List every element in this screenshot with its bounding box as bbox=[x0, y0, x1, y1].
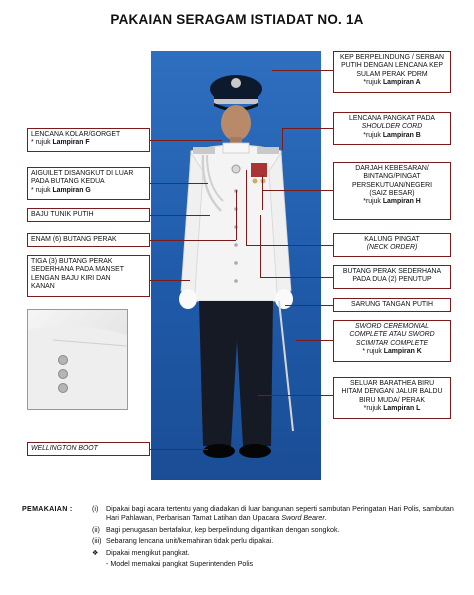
label-kalung-line1: KALUNG PINGAT bbox=[364, 236, 420, 243]
item-i-text: Dipakai bagi acara tertentu yang diadakan di luar bangunan seperti sambutan Peringatan Hari Polis, sambutan Hari Pahlawan, Perbarisan Tamat Latihan dan Upacara bbox=[106, 505, 454, 523]
item-number: (iii) bbox=[92, 537, 102, 546]
label-pangkat-line2: SHOULDER CORD bbox=[361, 123, 423, 131]
ref-prefix: * rujuk bbox=[31, 186, 53, 194]
label-sword-line1: SWORD CEREMONIAL bbox=[355, 323, 429, 330]
label-seluar bbox=[333, 377, 451, 419]
label-butang-line1: BUTANG PERAK SEDERHANA bbox=[342, 268, 442, 275]
item-text: Bagi penugasan bertafakur, kep berpelindung digantikan dengan songkok. bbox=[106, 525, 340, 534]
label-sword-line2: COMPLETE ATAU SWORD bbox=[349, 331, 435, 339]
label-wellington-boot-text: WELLINGTON BOOT bbox=[31, 445, 98, 452]
label-aiguilet-line1: AIGUILET DISANGKUT DI LUAR bbox=[31, 170, 134, 177]
label-lencana-pangkat bbox=[333, 112, 451, 145]
label-kalung-line2: (NECK ORDER) bbox=[366, 244, 418, 252]
cuff-button-inset bbox=[27, 309, 128, 410]
label-lencana-kolar bbox=[27, 128, 150, 152]
ref-lampiran-b: Lampiran B bbox=[382, 131, 421, 139]
ref-lampiran-g: Lampiran G bbox=[52, 186, 91, 194]
item-number: (i) bbox=[92, 505, 99, 513]
ref-lampiran-a: Lampiran A bbox=[382, 78, 421, 86]
label-tiga-line2: SEDERHANA PADA MANSET bbox=[31, 266, 124, 274]
label-lencana-kolar-text: LENCANA KOLAR/GORGET bbox=[31, 131, 121, 138]
connector-tiga bbox=[150, 280, 190, 281]
label-darjah-line4: (SAIZ BESAR) bbox=[369, 189, 415, 197]
label-butang-line2: PADA DUA (2) PENUTUP bbox=[352, 276, 432, 284]
connector-darjah-vert bbox=[262, 175, 263, 210]
label-baju-tunik-text: BAJU TUNIK PUTIH bbox=[31, 211, 94, 218]
label-enam-butang-text: ENAM (6) BUTANG PERAK bbox=[31, 236, 117, 243]
label-sword-ref bbox=[337, 348, 447, 356]
connector-seluar bbox=[258, 395, 333, 396]
label-sword bbox=[333, 320, 451, 362]
officer-illustration bbox=[151, 51, 321, 480]
label-aiguilet-ref bbox=[31, 187, 146, 195]
label-kep bbox=[333, 51, 451, 93]
item-i-em: Sword Bearer bbox=[281, 514, 325, 523]
pemakaian-item-bullet bbox=[92, 549, 467, 558]
ref-prefix: * rujuk bbox=[362, 347, 384, 355]
label-lencana-kolar-ref bbox=[31, 139, 146, 147]
label-seluar-line1: SELUAR BARATHEA BIRU bbox=[349, 380, 435, 387]
label-tiga-line4: KANAN bbox=[31, 282, 55, 290]
ref-lampiran-h: Lampiran H bbox=[382, 198, 421, 206]
pemakaian-item-i bbox=[92, 505, 467, 524]
label-seluar-line3: BIRU MUDA/ PERAK bbox=[359, 396, 425, 404]
connector-sarung bbox=[285, 305, 333, 306]
item-number: (ii) bbox=[92, 525, 100, 534]
ref-lampiran-l: Lampiran L bbox=[383, 404, 421, 412]
pemakaian-item-iii bbox=[92, 537, 467, 546]
pemakaian-heading: PEMAKAIAN : bbox=[22, 505, 73, 513]
label-pangkat-line1: LENCANA PANGKAT PADA bbox=[348, 115, 436, 122]
label-sword-line3: SCIMITAR COMPLETE bbox=[355, 339, 429, 347]
connector-butang bbox=[260, 277, 333, 278]
item-text: Dipakai mengikut pangkat. bbox=[106, 548, 190, 557]
connector-enam bbox=[150, 240, 236, 241]
pemakaian-list bbox=[92, 505, 467, 571]
connector-butang-vert bbox=[260, 215, 261, 277]
label-baju-tunik bbox=[27, 208, 150, 222]
connector-pangkat-vert bbox=[282, 128, 283, 150]
label-aiguilet bbox=[27, 167, 150, 200]
ref-prefix: *rujuk bbox=[363, 78, 383, 86]
label-darjah-line1: DARJAH KEBESARAN/ bbox=[355, 165, 429, 172]
connector-tunik bbox=[150, 215, 210, 216]
officer-photo bbox=[151, 51, 321, 480]
item-text bbox=[106, 505, 467, 524]
label-seluar-ref bbox=[337, 405, 447, 413]
label-sarung-text: SARUNG TANGAN PUTIH bbox=[350, 301, 434, 308]
item-text: Sebarang lencana unit/kemahiran tidak perlu dipakai. bbox=[106, 537, 274, 546]
ref-prefix: * rujuk bbox=[31, 139, 53, 147]
connector-kolar bbox=[150, 140, 222, 141]
cuff-illustration bbox=[28, 310, 127, 409]
connector-sword bbox=[296, 340, 333, 341]
label-tiga-line1: TIGA (3) BUTANG PERAK bbox=[31, 258, 113, 265]
label-darjah-line3: PERSEKUTUAN/NEGERI bbox=[351, 181, 433, 189]
label-kep-line3: SULAM PERAK PDRM bbox=[356, 70, 428, 78]
label-darjah bbox=[333, 162, 451, 220]
label-pangkat-ref bbox=[337, 132, 447, 140]
label-kalung-pingat bbox=[333, 233, 451, 257]
connector-boot bbox=[150, 449, 208, 450]
connector-kalung-vert bbox=[246, 170, 247, 245]
connector-pangkat bbox=[282, 128, 333, 129]
label-enam-butang bbox=[27, 233, 150, 247]
pemakaian-item-model bbox=[92, 560, 467, 569]
item-i-end: . bbox=[324, 514, 327, 523]
connector-enam-vert bbox=[236, 190, 237, 240]
label-seluar-line2: HITAM DENGAN JALUR BALDU bbox=[341, 388, 443, 396]
label-kep-line2: PUTIH DENGAN LENCANA KEP bbox=[341, 62, 443, 70]
label-kep-ref bbox=[337, 79, 447, 87]
connector-darjah bbox=[262, 190, 333, 191]
connector-aiguilet bbox=[150, 183, 208, 184]
ref-lampiran-f: Lampiran F bbox=[52, 139, 90, 147]
label-kep-line1: KEP BERPELINDUNG / SERBAN bbox=[339, 54, 445, 61]
label-sarung-tangan bbox=[333, 298, 451, 312]
label-aiguilet-line2: PADA BUTANG KEDUA bbox=[31, 178, 105, 186]
label-tiga-line3: LENGAN BAJU KIRI DAN bbox=[31, 274, 111, 282]
pemakaian-item-ii bbox=[92, 526, 467, 535]
ref-prefix: *rujuk bbox=[363, 198, 383, 206]
ref-prefix: *rujuk bbox=[363, 404, 384, 412]
label-tiga-butang bbox=[27, 255, 150, 297]
bullet-icon: ❖ bbox=[92, 548, 99, 557]
label-darjah-ref bbox=[337, 198, 447, 206]
label-wellington-boot bbox=[27, 442, 150, 456]
label-butang-perak bbox=[333, 265, 451, 289]
label-darjah-line2: BINTANG/PINGAT bbox=[363, 173, 421, 181]
page-title: PAKAIAN SERAGAM ISTIADAT NO. 1A bbox=[110, 12, 364, 27]
ref-lampiran-k: Lampiran K bbox=[383, 347, 422, 355]
connector-kep bbox=[272, 70, 333, 71]
item-text: - Model memakai pangkat Superintenden Polis bbox=[106, 560, 254, 569]
ref-prefix: *rujuk bbox=[363, 131, 383, 139]
